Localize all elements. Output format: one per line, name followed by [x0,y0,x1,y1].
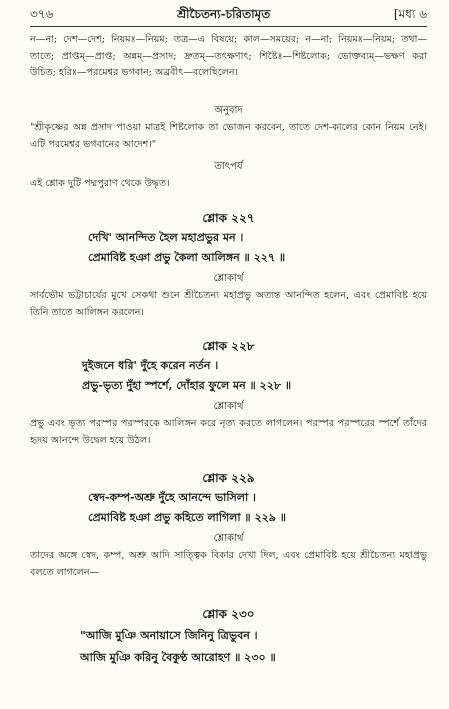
verse-heading: শ্লোক ২২৯ [202,471,255,485]
verse-line: প্রভু-ভৃত্য দুঁহা স্পর্শে, দোঁহার ফুলে মন ॥ ২২৮ ॥ [82,379,292,392]
verse-heading: শ্লোক ২২৭ [202,211,255,225]
purport-label: তাৎপর্য [214,161,243,172]
verse-line: স্বেদ-কম্প-অশ্রু দুঁহে আনন্দে ভাসিলা । [88,491,256,504]
section-label: [মধ্য ৬ [393,7,427,21]
verse-line: প্রেমাবিষ্ট হঞা প্রভু কৈলা আলিঙ্গন ॥ ২২৭ ॥ [88,251,286,264]
verse-meaning: সার্বভৌম ভট্টাচার্যের মুখে সেকথা শুনে শ্রীচৈতন্য মহাপ্রভু অত্যন্ত আনন্দিত হলেন, এবং প্রেমাবিষ্ট হয়ে তিনি তাতে আলিঙ্গন করলেন। [30,290,427,318]
book-title: শ্রীচৈতন্য-চরিতামৃত [176,7,271,21]
verse-meaning: তাদের অঙ্গে স্বেদ, কম্প, অশ্রু আদি সাত্ত্বিক বিকার দেখা দিল, এবং প্রেমাবিষ্ট হয়ে শ্রীচৈতন্য মহাপ্রভু বলতে লাগলেন— [30,550,427,578]
verse-line: আজি মুঞি করিনু বৈকুণ্ঠ আরোহণ ॥ ২৩০ ॥ [80,651,276,664]
verse-meaning-label: শ্লোকার্থ [213,533,244,544]
verse-heading: শ্লোক ২৩০ [202,607,255,621]
purport-paragraph: এই শ্লোক দুটি পদ্মপুরাণ থেকে উদ্ধৃত। [30,178,170,189]
verse-line: "আজি মুঞি অনায়াসে জিনিনু ত্রিভুবন । [80,629,258,642]
verse-line: দুইজনে ধরি' দুঁহে করেন নর্তন । [82,359,219,372]
page-number: ৩৭৬ [30,7,54,21]
translation-paragraph: "শ্রীকৃষ্ণের অন্ন প্রসাদ পাওয়া মাত্রই শিষ্টলোক তা ভোজন করবেন, তাতে দেশ-কালের কোন নিয়ম নেই। এটি পরমেশ্বর ভগবানের আদেশ।" [30,122,427,150]
verse-meaning-label: শ্লোকার্থ [213,401,244,412]
verse-meaning: প্রভু এবং ভৃত্য পরস্পর পরস্পরকে আলিঙ্গন করে নৃত্য করতে লাগলেন। পরস্পর পরস্পরের স্পর্শে তাঁদের হৃদয় আনন্দে উদ্বেল হয়ে উঠল। [30,418,427,446]
verse-line: প্রেমাবিষ্ট হঞা প্রভু কহিতে লাগিলা ॥ ২২৯ ॥ [88,511,286,524]
verse-line: দেখি' আনন্দিত হৈল মহাপ্রভুর মন । [88,231,244,244]
synonyms-paragraph: ন—না; দেশ—দেশ; নিয়মঃ—নিয়ম; তত্র—এ বিষয়ে; কাল—সময়ের; ন—না; নিয়মঃ—নিয়ম; তথা—তাতে; প্রাপ্তম্—প্রাপ্ত; অন্নম্—প্রসাদ; দ্রুতম্—তৎক্ষণাৎ; শিষ্টৈঃ—শিষ্টলোক; ভোক্তব্যম্—ভক্ষণ করা উচিত; হরিঃ—পরমেশ্বর ভগবান; অব্রবীৎ—বলেছিলেন। [30,34,427,78]
translation-label: অনুবাদ [214,105,243,116]
verse-heading: শ্লোক ২২৮ [202,339,255,353]
verse-meaning-label: শ্লোকার্থ [213,273,244,284]
page-header [30,6,427,27]
